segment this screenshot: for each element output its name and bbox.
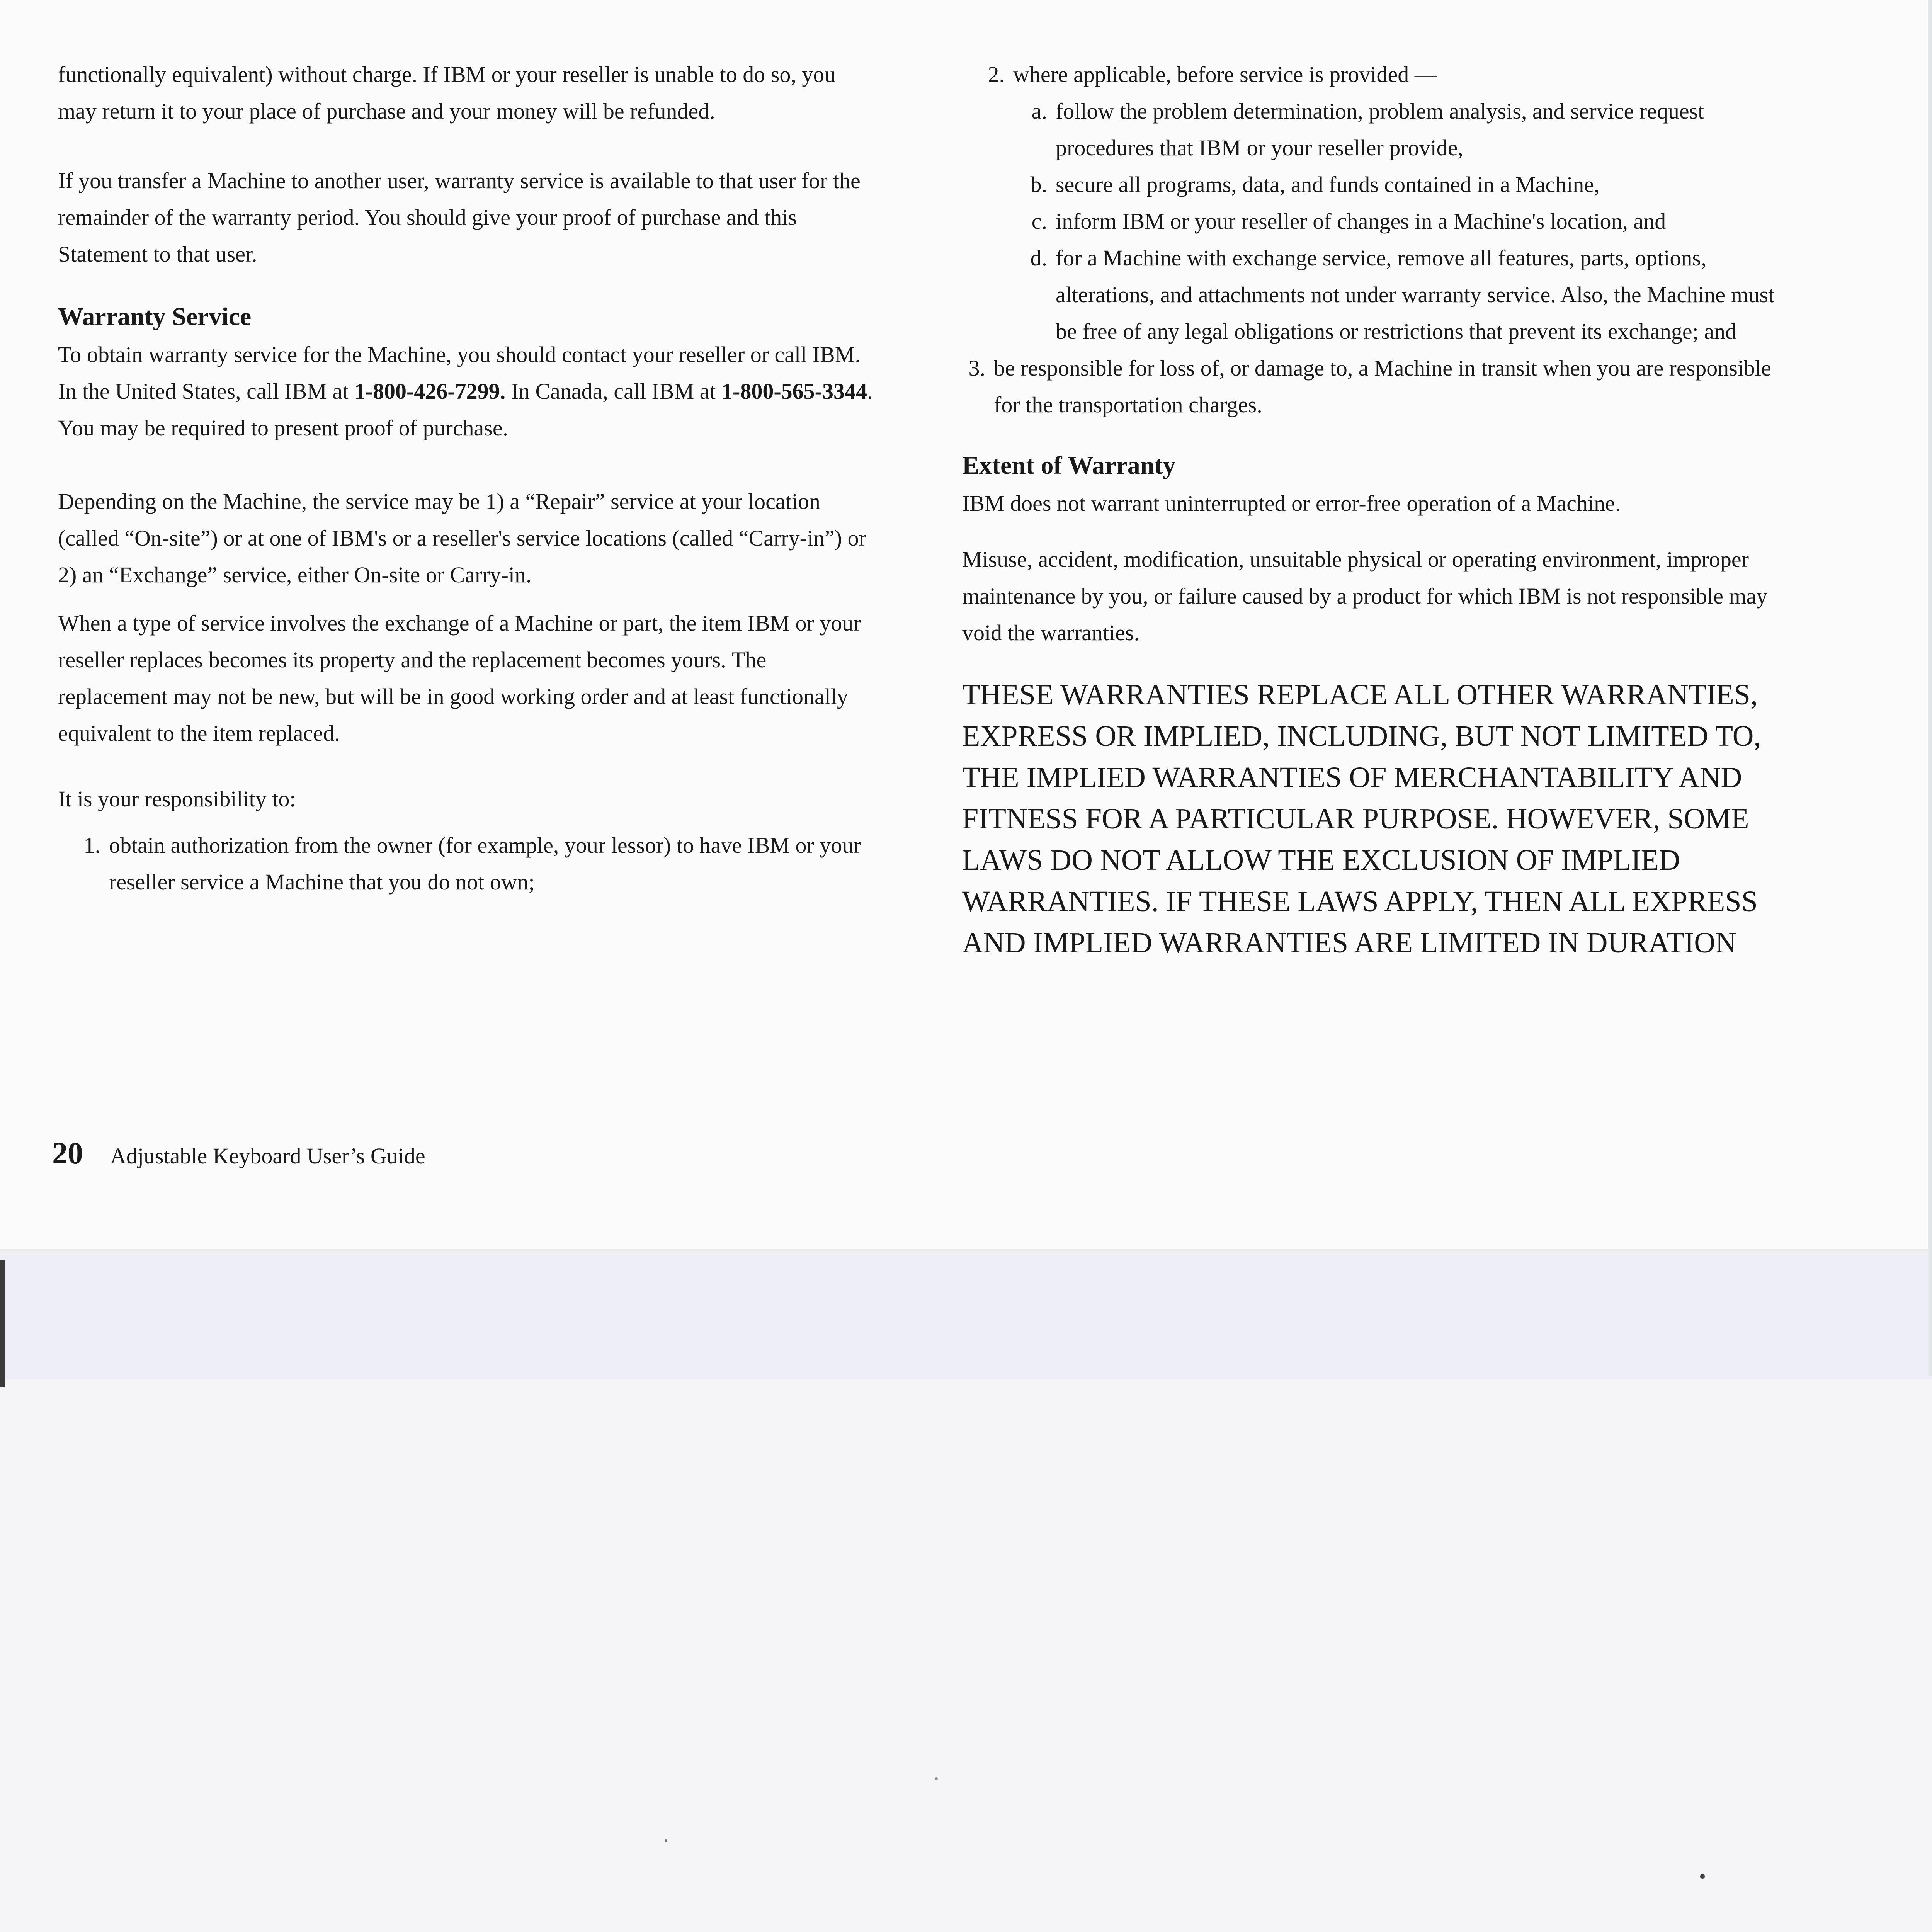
scan-speck [935, 1777, 938, 1780]
paragraph-obtain-service [58, 336, 877, 446]
sub-list-item-text: inform IBM or your reseller of changes in a Machine's location, and [1056, 209, 1666, 234]
obtain-text-c: . You may be required to present proof of purchase. [58, 379, 873, 440]
paragraph-warranty-disclaimer: THESE WARRANTIES REPLACE ALL OTHER WARRANTIES, EXPRESS OR IMPLIED, INCLUDING, BUT NOT LIMITED TO, THE IMPLIED WARRANTIES OF MERCHANTABILITY AND FITNESS FOR A PARTICULAR PURPOSE. HOWEVER, SOME LAWS DO NOT ALLOW THE EXCLUSION OF IMPLIED WARRANTIES. IF THESE LAWS APPLY, THEN ALL EXPRESS AND IMPLIED WARRANTIES ARE LIMITED IN DURATION [962, 679, 1761, 959]
phone-canada: 1-800-565-3344 [721, 379, 867, 404]
binding-edge [1928, 0, 1932, 1376]
paragraph-transfer: If you transfer a Machine to another user, warranty service is available to that user for the remainder of the warranty period. You should give your proof of purchase and this Statement to that user. [58, 168, 861, 267]
sub-list-item-letter: b. [1030, 172, 1047, 197]
right-column [962, 56, 1797, 964]
heading-extent-of-warranty: Extent of Warranty [962, 451, 1176, 480]
list-item-number: 2. [988, 62, 1005, 87]
phone-us: 1-800-426-7299. [354, 379, 506, 404]
sub-list-item [1005, 93, 1797, 166]
paragraph-no-uninterrupted: IBM does not warrant uninterrupted or error-free operation of a Machine. [962, 491, 1621, 516]
scan-speck [665, 1839, 667, 1842]
sub-list-item [1005, 240, 1797, 350]
responsibility-list-item-3 [962, 350, 1797, 423]
responsibility-list [58, 827, 877, 900]
underlying-sheet-band [0, 1252, 1932, 1379]
page-number: 20 [52, 1136, 83, 1170]
scan-left-edge [0, 1260, 5, 1387]
scan-speck [1700, 1874, 1705, 1879]
list-item [962, 350, 1797, 423]
sub-list-item [1005, 166, 1797, 203]
sub-list-item-letter: d. [1030, 245, 1047, 270]
left-column [58, 56, 877, 900]
list-item-text: be responsible for loss of, or damage to, a Machine in transit when you are responsible for the transportation charges. [994, 355, 1771, 417]
list-item-number: 1. [83, 833, 100, 858]
obtain-text-b: In Canada, call IBM at [505, 379, 722, 404]
paragraph-service-types: Depending on the Machine, the service may be 1) a “Repair” service at your location (called “On-site”) or at one of IBM's or a reseller's service locations (called “Carry-in”) or 2) an “Exchange” service, either On-site or Carry-in. [58, 489, 866, 587]
page-footer [52, 1136, 425, 1171]
sub-list-item-text: for a Machine with exchange service, remove all features, parts, options, alterations, and attachments not under warranty service. Also, the Machine must be free of any legal obligations or restrictions that prevent its exchange; and [1056, 245, 1775, 344]
sub-list-item [1005, 203, 1797, 240]
list-item-number: 3. [968, 355, 985, 381]
sub-list-item-text: follow the problem determination, problem analysis, and service request procedures that IBM or your reseller provide, [1056, 99, 1704, 160]
responsibility-list-continued [962, 56, 1797, 93]
list-item [58, 827, 877, 900]
paragraph-exchange: When a type of service involves the exchange of a Machine or part, the item IBM or your reseller replaces becomes its property and the replacement becomes yours. The replacement may not be new, but will be in good working order and at least functionally equivalent to the item replaced. [58, 611, 861, 746]
paragraph-refund: functionally equivalent) without charge. If IBM or your reseller is unable to do so, you may return it to your place of purchase and your money will be refunded. [58, 62, 836, 124]
list-item-text: where applicable, before service is provided — [1013, 62, 1437, 87]
sub-list-item-letter: a. [1031, 99, 1047, 124]
list-item-text: obtain authorization from the owner (for example, your lessor) to have IBM or your reseller service a Machine that you do not own; [109, 833, 861, 895]
sub-list-item-text: secure all programs, data, and funds contained in a Machine, [1056, 172, 1600, 197]
book-title: Adjustable Keyboard User’s Guide [110, 1143, 425, 1168]
sub-list-item-letter: c. [1031, 209, 1047, 234]
obtain-text-a: To obtain warranty service for the Machine, you should contact your reseller or call IBM. In the United States, call IBM at [58, 342, 861, 404]
list-item [962, 56, 1797, 93]
paragraph-misuse: Misuse, accident, modification, unsuitable physical or operating environment, improper maintenance by you, or failure caused by a product for which IBM is not responsible may void the warranties. [962, 547, 1768, 645]
heading-warranty-service: Warranty Service [58, 303, 252, 331]
paragraph-responsibility: It is your responsibility to: [58, 786, 296, 811]
page-fold-shadow [0, 1249, 1932, 1255]
sub-list [962, 93, 1797, 350]
